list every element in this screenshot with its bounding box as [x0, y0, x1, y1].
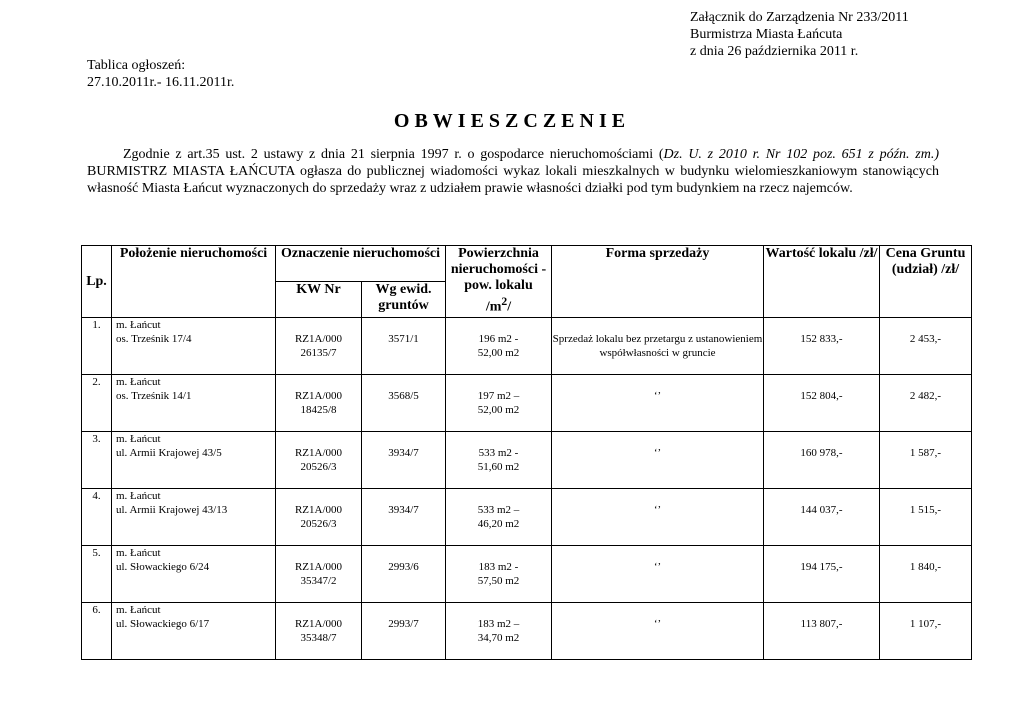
header-row [82, 246, 972, 282]
cell-area-line2: 51,60 m2 [477, 461, 520, 473]
cell-street: os. Trześnik 17/4 [116, 333, 192, 345]
cell-area-line2: 52,00 m2 [477, 347, 520, 359]
cell-sale-form: ‘’ [552, 489, 764, 546]
cell-kw-line1: RZ1A/000 [294, 504, 343, 516]
cell-street: ul. Armii Krajowej 43/5 [116, 447, 222, 459]
cell-kw-line2: 20526/3 [300, 461, 337, 473]
cell-city: m. Łańcut [116, 604, 161, 616]
cell-value: 160 978,- [764, 432, 880, 489]
cell-street: ul. Słowackiego 6/24 [116, 561, 210, 573]
cell-lp: 1. [82, 318, 112, 375]
cell-area-line1: 183 m2 – [477, 618, 520, 630]
cell-value: 194 175,- [764, 546, 880, 603]
intro-part2: BURMISTRZ MIASTA ŁAŃCUTA ogłasza do publicznej wiadomości wykaz lokali mieszkalnych w budynku wielomieszkaniowym stanowiących własność Miasta Łańcut wyznaczonych do sprzedaży wraz z udziałem prawie własności działki pod tym budynkiem na rzecz najemców. [87, 164, 939, 196]
annex-line: Załącznik do Zarządzenia Nr 233/2011 [690, 10, 909, 25]
cell-area [446, 489, 552, 546]
cell-street: ul. Armii Krajowej 43/13 [116, 504, 228, 516]
cell-kw [276, 603, 362, 660]
annex-line: Burmistrza Miasta Łańcuta [690, 27, 843, 42]
notice-board-info [87, 57, 234, 91]
cell-area-line2: 52,00 m2 [477, 404, 520, 416]
cell-lp: 4. [82, 489, 112, 546]
cell-area-line1: 183 m2 - [478, 561, 519, 573]
cell-street: os. Trześnik 14/1 [116, 390, 192, 402]
cell-area-line2: 46,20 m2 [477, 518, 520, 530]
header-area-sup: 2 [501, 295, 508, 308]
cell-area [446, 546, 552, 603]
table-row [82, 603, 972, 660]
cell-plot: 3568/5 [362, 375, 446, 432]
intro-part1: Zgodnie z art.35 ust. 2 ustawy z dnia 21 sierpnia 1997 r. o gospodarce nieruchomościami ( [123, 147, 664, 162]
cell-city: m. Łańcut [116, 319, 161, 331]
table-row [82, 489, 972, 546]
cell-city: m. Łańcut [116, 376, 161, 388]
table-row [82, 318, 972, 375]
document-title: OBWIESZCZENIE [393, 110, 631, 132]
cell-area-line1: 196 m2 - [478, 333, 519, 345]
annex-reference [690, 9, 909, 60]
cell-plot: 2993/7 [362, 603, 446, 660]
cell-kw [276, 318, 362, 375]
header-area-unit: /m [485, 299, 502, 315]
cell-city: m. Łańcut [116, 433, 161, 445]
header-value: Wartość lokalu /zł/ [764, 246, 880, 318]
cell-land-price: 1 515,- [880, 489, 972, 546]
cell-kw-line1: RZ1A/000 [294, 333, 343, 345]
header-area [446, 246, 552, 318]
cell-location [112, 375, 276, 432]
annex-line: z dnia 26 października 2011 r. [690, 44, 859, 59]
cell-kw-line1: RZ1A/000 [294, 561, 343, 573]
cell-area [446, 318, 552, 375]
cell-location [112, 489, 276, 546]
header-designation: Oznaczenie nieruchomości [276, 246, 446, 282]
cell-value: 152 804,- [764, 375, 880, 432]
cell-kw-line1: RZ1A/000 [294, 447, 343, 459]
cell-lp: 6. [82, 603, 112, 660]
cell-kw [276, 489, 362, 546]
board-dates: 27.10.2011r.- 16.11.2011r. [87, 75, 235, 90]
cell-location [112, 546, 276, 603]
cell-location [112, 432, 276, 489]
cell-location [112, 318, 276, 375]
cell-area-line2: 34,70 m2 [477, 632, 520, 644]
property-table [81, 245, 972, 660]
cell-sale-form: Sprzedaż lokalu bez przetargu z ustanowieniem współwłasności w gruncie [552, 318, 764, 375]
header-registry: Wg ewid. gruntów [362, 282, 446, 318]
cell-kw-line2: 35348/7 [300, 632, 337, 644]
board-label: Tablica ogłoszeń: [87, 58, 186, 73]
cell-kw-line2: 35347/2 [300, 575, 337, 587]
cell-area-line1: 533 m2 - [478, 447, 519, 459]
header-lp: Lp. [82, 246, 112, 318]
cell-kw-line2: 26135/7 [300, 347, 337, 359]
cell-street: ul. Słowackiego 6/17 [116, 618, 210, 630]
cell-value: 144 037,- [764, 489, 880, 546]
cell-plot: 3571/1 [362, 318, 446, 375]
table-row [82, 546, 972, 603]
cell-land-price: 1 840,- [880, 546, 972, 603]
cell-kw [276, 546, 362, 603]
cell-plot: 3934/7 [362, 489, 446, 546]
header-area-text: Powierzchnia nieruchomości - pow. lokalu [450, 246, 547, 293]
intro-citation: Dz. U. z 2010 r. Nr 102 poz. 651 z późn. zm.) [663, 147, 939, 162]
header-kw: KW Nr [276, 282, 362, 318]
cell-city: m. Łańcut [116, 547, 161, 559]
intro-paragraph [87, 146, 939, 197]
cell-sale-form: ‘’ [552, 432, 764, 489]
cell-city: m. Łańcut [116, 490, 161, 502]
cell-sale-form: ‘’ [552, 375, 764, 432]
table-row [82, 432, 972, 489]
cell-area-line1: 533 m2 – [477, 504, 520, 516]
header-area-end: / [507, 299, 512, 315]
cell-kw [276, 375, 362, 432]
cell-kw-line1: RZ1A/000 [294, 618, 343, 630]
cell-kw-line2: 20526/3 [300, 518, 337, 530]
cell-lp: 3. [82, 432, 112, 489]
table-row [82, 375, 972, 432]
header-land-price: Cena Gruntu (udział) /zł/ [880, 246, 972, 318]
cell-sale-form: ‘’ [552, 603, 764, 660]
cell-value: 113 807,- [764, 603, 880, 660]
cell-location [112, 603, 276, 660]
cell-value: 152 833,- [764, 318, 880, 375]
cell-area [446, 603, 552, 660]
cell-land-price: 2 453,- [880, 318, 972, 375]
cell-land-price: 2 482,- [880, 375, 972, 432]
cell-kw-line1: RZ1A/000 [294, 390, 343, 402]
cell-plot: 3934/7 [362, 432, 446, 489]
cell-sale-form: ‘’ [552, 546, 764, 603]
cell-lp: 5. [82, 546, 112, 603]
cell-area [446, 375, 552, 432]
cell-area [446, 432, 552, 489]
cell-kw-line2: 18425/8 [300, 404, 337, 416]
cell-kw [276, 432, 362, 489]
cell-area-line2: 57,50 m2 [477, 575, 520, 587]
cell-land-price: 1 107,- [880, 603, 972, 660]
header-sale-form: Forma sprzedaży [552, 246, 764, 318]
cell-plot: 2993/6 [362, 546, 446, 603]
cell-lp: 2. [82, 375, 112, 432]
cell-area-line1: 197 m2 – [477, 390, 520, 402]
cell-land-price: 1 587,- [880, 432, 972, 489]
header-location: Położenie nieruchomości [112, 246, 276, 318]
